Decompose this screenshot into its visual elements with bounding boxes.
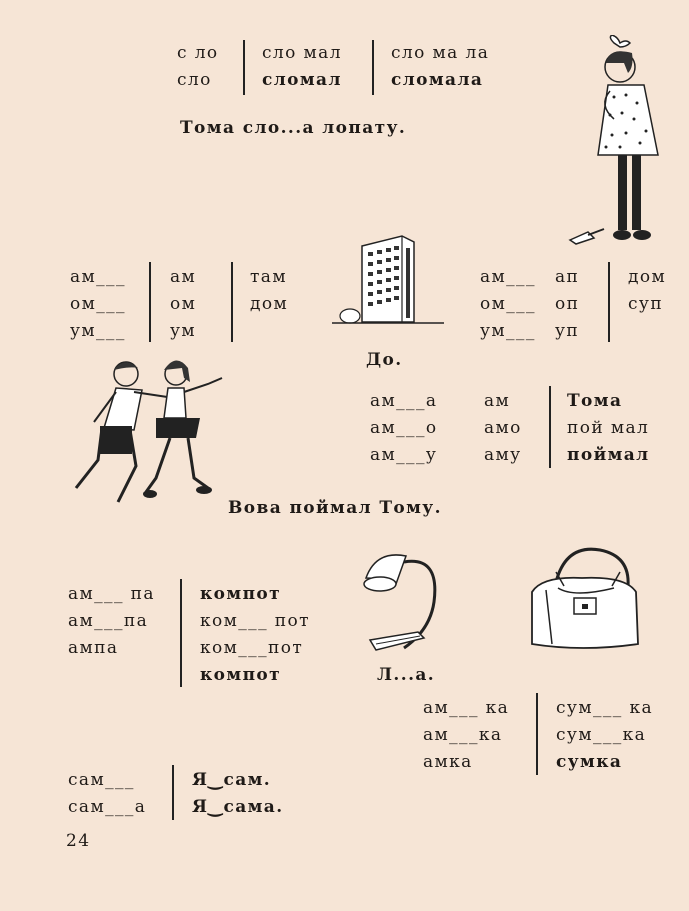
divider: [243, 40, 245, 95]
word-am: ам: [484, 391, 511, 411]
divider: [608, 262, 610, 342]
word-amu: аму: [484, 445, 522, 465]
word-om-blank: ом___: [70, 294, 126, 314]
word-poymal: поймал: [567, 445, 650, 465]
word-am-blank-pa: ам___ па: [68, 584, 155, 604]
word-ap: ап: [555, 267, 580, 287]
syllable-s-lo: с ло: [177, 43, 219, 63]
word-am-blank: ам___: [480, 267, 536, 287]
page-number: 24: [66, 831, 91, 851]
syllable-poy-mal: пой мал: [567, 418, 650, 438]
children-running-illustration: [64, 352, 234, 517]
girl-illustration: [562, 35, 672, 255]
word-sum-blank-ka: сум___ ка: [556, 698, 654, 718]
word-tam: там: [250, 267, 287, 287]
word-op: оп: [555, 294, 580, 314]
word-dom: дом: [628, 267, 667, 287]
word-kompot: компот: [200, 584, 282, 604]
syllable-slo-mal: сло мал: [262, 43, 342, 63]
divider: [149, 262, 151, 342]
word-toma: Тома: [567, 391, 623, 411]
word-dom: дом: [250, 294, 289, 314]
word-amo: амо: [484, 418, 522, 438]
word-sam-blank-a: сам___а: [68, 797, 147, 817]
word-um-blank: ум___: [70, 321, 126, 341]
divider: [536, 693, 538, 775]
word-sum-blank-ka-joined: сум___ка: [556, 725, 647, 745]
divider: [372, 40, 374, 95]
word-am-blank-ka-joined: ам___ка: [423, 725, 503, 745]
word-kom-blank-pot-joined: ком___пот: [200, 638, 304, 658]
word-um-blank: ум___: [480, 321, 536, 341]
word-om-blank: ом___: [480, 294, 536, 314]
word-am: ам: [170, 267, 197, 287]
divider: [549, 386, 551, 468]
word-sup: суп: [628, 294, 664, 314]
word-am-blank-pa-joined: ам___па: [68, 611, 149, 631]
word-am-blank-o: ам___о: [370, 418, 438, 438]
lamp-illustration: [356, 548, 446, 654]
sentence-toma: Тома сло...а лопату.: [180, 118, 407, 138]
handbag-illustration: [526, 542, 642, 654]
caption-lamp: Л...а.: [377, 665, 436, 685]
caption-building: До.: [366, 350, 403, 370]
building-illustration: [332, 228, 444, 328]
divider: [180, 579, 182, 687]
word-kom-blank-pot: ком___ пот: [200, 611, 310, 631]
word-ampa: ампа: [68, 638, 119, 658]
sentence-ya-sam: Я‿сам.: [192, 770, 272, 790]
divider: [231, 262, 233, 342]
word-am-blank-ka: ам___ ка: [423, 698, 510, 718]
word-um: ум: [170, 321, 197, 341]
syllable-slo: сло: [177, 70, 212, 90]
word-slomal: сломал: [262, 70, 342, 90]
word-up: уп: [555, 321, 580, 341]
word-kompot-final: компот: [200, 665, 282, 685]
syllable-slo-ma-la: сло ма ла: [391, 43, 490, 63]
sentence-ya-sama: Я‿сама.: [192, 797, 284, 817]
word-sumka: сумка: [556, 752, 623, 772]
divider: [172, 765, 174, 820]
word-amka: амка: [423, 752, 473, 772]
word-slomala: сломала: [391, 70, 484, 90]
word-om: ом: [170, 294, 197, 314]
word-am-blank-u: ам___у: [370, 445, 438, 465]
sentence-vova: Вова поймал Тому.: [228, 498, 442, 518]
word-am-blank-a: ам___а: [370, 391, 438, 411]
word-sam-blank: сам___: [68, 770, 135, 790]
word-am-blank: ам___: [70, 267, 126, 287]
